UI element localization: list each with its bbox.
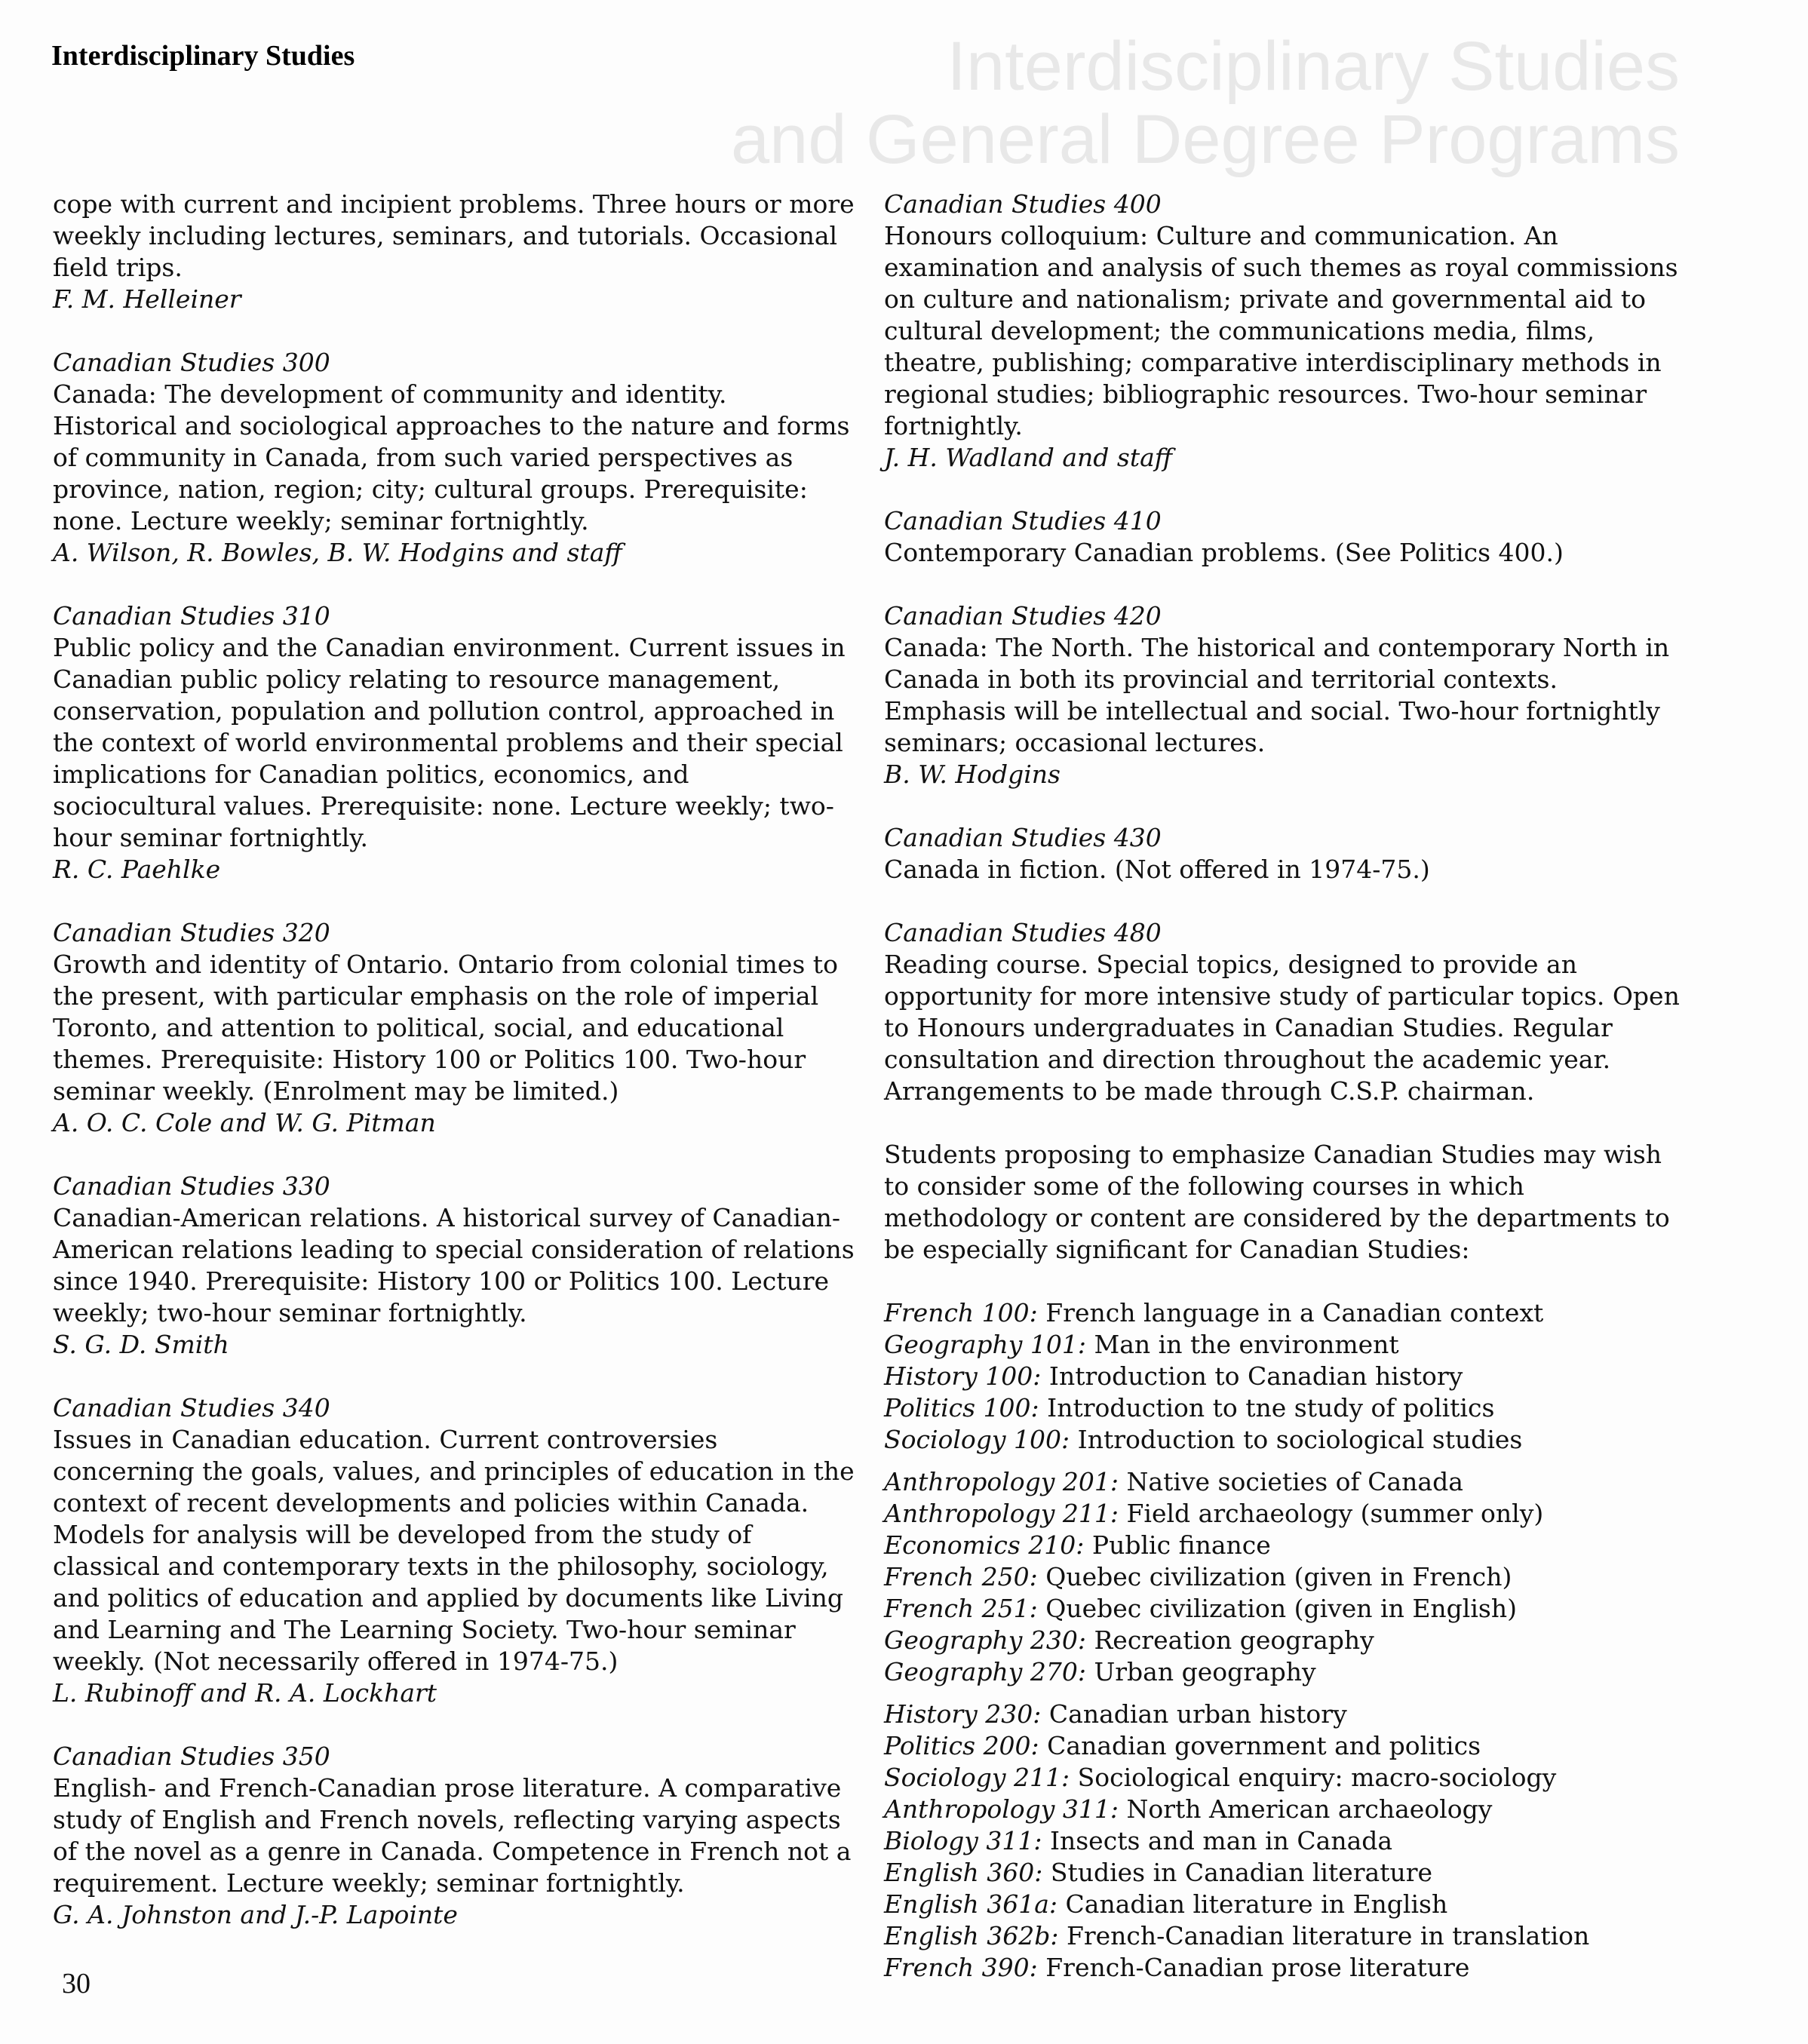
course-entry [884, 600, 1687, 790]
intro-text: cope with current and incipient problems. Three hours or more weekly including lectures, seminars, and tutorials. Occasional field trips. [53, 189, 855, 282]
course-title: Canadian Studies 430 [884, 823, 1162, 852]
related-course-item [884, 1361, 1687, 1392]
related-course-item [884, 1625, 1687, 1656]
related-course-item [884, 1530, 1687, 1561]
course-entry [53, 1171, 856, 1361]
list-gap [884, 1688, 1687, 1699]
related-course-name: Sociology 211: [884, 1763, 1070, 1792]
course-description: Issues in Canadian education. Current controversies concerning the goals, values, and principles of education in the context of recent developments and policies within Canada. Models for analysis will be developed from the study of classical and contemporary texts in the philosophy, sociology, and politics of education and applied by documents like Living and Learning and The Learning Society. Two-hour seminar weekly. (Not necessarily offered in 1974-75.) [53, 1425, 855, 1676]
related-course-name: French 390: [884, 1953, 1038, 1982]
related-course-name: Sociology 100: [884, 1425, 1070, 1454]
related-course-item [884, 1297, 1687, 1329]
related-course-desc: Urban geography [1085, 1657, 1316, 1686]
related-course-desc: Sociological enquiry: macro-sociology [1070, 1763, 1557, 1792]
related-course-name: French 251: [884, 1594, 1038, 1623]
course-instructors: B. W. Hodgins [884, 760, 1061, 789]
course-description: Canada in fiction. (Not offered in 1974-75.) [884, 855, 1430, 884]
course-entry [53, 1392, 856, 1709]
related-course-name: History 230: [884, 1699, 1042, 1729]
related-course-desc: Man in the environment [1085, 1330, 1399, 1359]
related-course-item [884, 1825, 1687, 1857]
related-course-item [884, 1392, 1687, 1424]
related-course-item [884, 1889, 1687, 1920]
related-course-name: Economics 210: [884, 1530, 1085, 1560]
course-instructors: S. G. D. Smith [53, 1330, 229, 1359]
course-description: Growth and identity of Ontario. Ontario from colonial times to the present, with particular emphasis on the role of imperial Toronto, and attention to political, social, and educational themes. Prerequisite: History 100 or Politics 100. Two-hour seminar weekly. (Enrolment may be limited.) [53, 950, 838, 1106]
related-course-name: English 361a: [884, 1889, 1058, 1919]
related-course-desc: Canadian government and politics [1039, 1731, 1481, 1760]
related-course-desc: Introduction to Canadian history [1041, 1361, 1463, 1391]
related-courses-list [884, 1297, 1687, 1984]
related-course-desc: French-Canadian prose literature [1037, 1953, 1470, 1982]
related-course-desc: Studies in Canadian literature [1042, 1858, 1433, 1887]
course-description: English- and French-Canadian prose literature. A comparative study of English and French novels, reflecting varying aspects of the novel as a genre in Canada. Competence in French not a requirement. Lecture weekly; seminar fortnightly. [53, 1773, 852, 1898]
related-course-name: Politics 200: [884, 1731, 1039, 1760]
related-course-name: History 100: [884, 1361, 1042, 1391]
related-course-name: English 360: [884, 1858, 1043, 1887]
related-course-desc: Public finance [1084, 1530, 1271, 1560]
right-column [884, 189, 1687, 1984]
related-course-desc: Introduction to sociological studies [1070, 1425, 1523, 1454]
course-description: Public policy and the Canadian environment. Current issues in Canadian public policy relating to resource management, conservation, population and pollution control, approached in the context of world environmental problems and their special implications for Canadian politics, economics, and sociocultural values. Prerequisite: none. Lecture weekly; two-hour seminar fortnightly. [53, 633, 846, 852]
course-description: Canadian-American relations. A historical survey of Canadian-American relations leading to special consideration of relations since 1940. Prerequisite: History 100 or Politics 100. Lecture weekly; two-hour seminar fortnightly. [53, 1203, 855, 1327]
course-description: Reading course. Special topics, designed to provide an opportunity for more intensive study of particular topics. Open to Honours undergraduates in Canadian Studies. Regular consultation and direction throughout the academic year. Arrangements to be made through C.S.P. chairman. [884, 950, 1680, 1106]
course-description: Canada: The development of community and identity. Historical and sociological approaches to the nature and forms of community in Canada, from such varied perspectives as province, nation, region; city; cultural groups. Prerequisite: none. Lecture weekly; seminar fortnightly. [53, 379, 850, 536]
related-course-item [884, 1952, 1687, 1984]
course-title: Canadian Studies 300 [53, 348, 330, 377]
related-course-name: Biology 311: [884, 1826, 1042, 1855]
related-course-desc: French-Canadian literature in translation [1058, 1921, 1590, 1950]
bleed-through-text: Interdisciplinary Studies and General Degree Programs [731, 28, 1680, 178]
course-instructors: R. C. Paehlke [53, 855, 221, 884]
related-course-name: Anthropology 211: [884, 1499, 1119, 1528]
intro-instructor: F. M. Helleiner [53, 284, 241, 314]
related-course-name: Anthropology 311: [884, 1794, 1119, 1824]
related-course-name: Anthropology 201: [884, 1467, 1119, 1496]
related-course-item [884, 1857, 1687, 1889]
course-instructors: G. A. Johnston and J.-P. Lapointe [53, 1900, 458, 1929]
course-title: Canadian Studies 310 [53, 601, 330, 631]
course-entry [884, 917, 1687, 1107]
page-header: Interdisciplinary Studies [51, 40, 355, 72]
related-course-item [884, 1656, 1687, 1688]
course-entry [53, 1741, 856, 1931]
course-title: Canadian Studies 400 [884, 189, 1162, 219]
course-entry [884, 189, 1687, 474]
related-course-desc: Quebec civilization (given in French) [1037, 1562, 1512, 1591]
related-course-item [884, 1561, 1687, 1593]
related-courses-note: Students proposing to emphasize Canadian Studies may wish to consider some of the following courses in which methodology or content are considered by the departments to be especially significant for Canadian Studies: [884, 1140, 1670, 1264]
related-course-desc: Insects and man in Canada [1042, 1826, 1393, 1855]
related-course-item [884, 1593, 1687, 1625]
course-instructors: A. O. C. Cole and W. G. Pitman [53, 1108, 436, 1137]
course-title: Canadian Studies 410 [884, 506, 1162, 536]
related-course-item [884, 1424, 1687, 1456]
course-title: Canadian Studies 420 [884, 601, 1162, 631]
related-course-desc: Recreation geography [1085, 1625, 1374, 1655]
course-entry [884, 822, 1687, 885]
course-title: Canadian Studies 330 [53, 1171, 330, 1201]
related-course-name: French 100: [884, 1298, 1038, 1327]
related-course-item [884, 1920, 1687, 1952]
related-course-name: French 250: [884, 1562, 1038, 1591]
related-course-item [884, 1466, 1687, 1498]
course-entry [53, 600, 856, 885]
related-course-item [884, 1730, 1687, 1762]
course-entry [884, 505, 1687, 569]
intro-continuation [53, 189, 856, 315]
page-number: 30 [62, 1968, 91, 1999]
course-title: Canadian Studies 320 [53, 918, 330, 947]
related-course-name: Politics 100: [884, 1393, 1039, 1423]
left-column [53, 189, 856, 1963]
related-course-desc: French language in a Canadian context [1037, 1298, 1544, 1327]
related-course-item [884, 1498, 1687, 1530]
related-course-item [884, 1794, 1687, 1825]
related-course-name: Geography 230: [884, 1625, 1086, 1655]
related-course-desc: Introduction to tne study of politics [1039, 1393, 1495, 1423]
course-title: Canadian Studies 480 [884, 918, 1162, 947]
related-course-name: Geography 101: [884, 1330, 1086, 1359]
related-course-desc: Canadian literature in English [1057, 1889, 1448, 1919]
course-entry [53, 917, 856, 1139]
related-course-desc: North American archaeology [1119, 1794, 1493, 1824]
course-description: Canada: The North. The historical and contemporary North in Canada in both its provincial and territorial contexts. Emphasis will be intellectual and social. Two-hour fortnightly seminars; occasional lectures. [884, 633, 1670, 757]
related-course-name: Geography 270: [884, 1657, 1086, 1686]
list-gap [884, 1456, 1687, 1466]
course-title: Canadian Studies 340 [53, 1393, 330, 1423]
related-course-name: English 362b: [884, 1921, 1059, 1950]
related-course-desc: Quebec civilization (given in English) [1037, 1594, 1517, 1623]
course-instructors: J. H. Wadland and staff [884, 443, 1173, 472]
related-course-item [884, 1699, 1687, 1730]
course-description: Contemporary Canadian problems. (See Politics 400.) [884, 538, 1564, 567]
course-entry [53, 347, 856, 569]
related-course-item [884, 1762, 1687, 1794]
course-description: Honours colloquium: Culture and communication. An examination and analysis of such themes as royal commissions on culture and nationalism; private and governmental aid to cultural development; the communications media, films, theatre, publishing; comparative interdisciplinary methods in regional studies; bibliographic resources. Two-hour seminar fortnightly. [884, 221, 1678, 440]
related-course-item [884, 1329, 1687, 1361]
course-instructors: A. Wilson, R. Bowles, B. W. Hodgins and staff [53, 538, 622, 567]
course-title: Canadian Studies 350 [53, 1742, 330, 1771]
related-course-desc: Field archaeology (summer only) [1119, 1499, 1544, 1528]
course-instructors: L. Rubinoff and R. A. Lockhart [53, 1678, 437, 1708]
related-course-desc: Native societies of Canada [1119, 1467, 1463, 1496]
related-course-desc: Canadian urban history [1041, 1699, 1347, 1729]
